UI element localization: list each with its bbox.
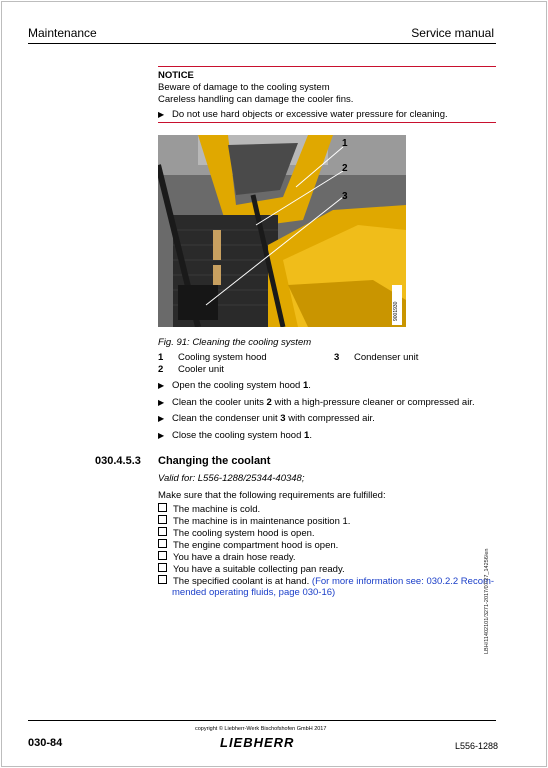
checkbox-icon	[158, 527, 167, 536]
legend-label-1: Cooling system hood	[178, 352, 267, 363]
cooling-system-photo	[158, 135, 406, 327]
step-text-end: with compressed air.	[285, 413, 375, 424]
requirement-item	[158, 527, 315, 539]
legend-num-2	[158, 364, 163, 375]
callout-2: 2	[342, 163, 348, 174]
copyright: copyright © Liebherr-Werk Bischofshofen GmbH 2017	[195, 726, 327, 732]
step-text-end: .	[309, 430, 312, 441]
header-rule	[28, 43, 496, 44]
notice-title: NOTICE	[158, 70, 194, 81]
legend-label-2: Cooler unit	[178, 364, 224, 375]
valid-for: Valid for: L556-1288/25344-40348;	[158, 473, 305, 484]
step-ref: 2	[266, 397, 272, 408]
arrow-icon: ▶	[158, 110, 165, 119]
step-ref: 3	[280, 413, 286, 424]
requirement-text: You have a suitable collecting pan ready.	[173, 564, 345, 575]
checkbox-icon	[158, 539, 167, 548]
legend-number: 2	[158, 364, 164, 375]
requirement-text: The machine is cold.	[173, 504, 261, 515]
requirement-text: The engine compartment hood is open.	[173, 540, 339, 551]
liebherr-logo: LIEBHERR	[220, 735, 295, 750]
notice-line-1: Beware of damage to the cooling system	[158, 82, 330, 93]
step-ref: 1	[304, 430, 310, 441]
step-text: Clean the cooler units	[172, 397, 267, 408]
notice-bottom-rule	[158, 122, 496, 123]
step-3	[158, 413, 375, 424]
step-text-end: with a high-pressure cleaner or compressed air.	[271, 397, 475, 408]
header-section: Maintenance	[28, 26, 97, 40]
cross-reference-link[interactable]: (For more information see: 030.2.2 Recom-	[311, 576, 495, 587]
callout-1: 1	[342, 138, 348, 149]
requirements-intro: Make sure that the following requirements are fulfilled:	[158, 490, 386, 501]
notice-line-2: Careless handling can damage the cooler fins.	[158, 94, 354, 105]
requirement-item	[158, 551, 296, 563]
step-1	[158, 380, 311, 391]
requirement-item	[158, 539, 338, 551]
legend-number: 1	[158, 352, 164, 363]
header-doc-type: Service manual	[411, 26, 494, 40]
photo-illustration	[158, 135, 406, 327]
legend-number: 3	[334, 352, 340, 363]
legend-num-3	[334, 352, 339, 363]
requirement-item	[158, 515, 350, 527]
figure-code: 9001930	[393, 301, 399, 321]
figure-caption: Fig. 91: Cleaning the cooling system	[158, 337, 312, 348]
step-text-end: .	[308, 380, 311, 391]
requirement-text: The specified coolant is at hand.	[173, 576, 310, 587]
page-number: 030-84	[28, 737, 63, 749]
checkbox-icon	[158, 575, 167, 584]
cross-reference-link-cont[interactable]	[172, 587, 335, 598]
step-2	[158, 397, 475, 408]
checkbox-icon	[158, 563, 167, 572]
notice-top-rule	[158, 66, 496, 67]
model-code: L556-1288	[455, 741, 499, 751]
requirement-item	[158, 503, 260, 515]
legend-num-1	[158, 352, 163, 363]
arrow-icon: ▶	[158, 431, 165, 440]
notice-action	[158, 109, 448, 120]
requirement-text: The machine is in maintenance position 1.	[173, 516, 351, 527]
step-text: Open the cooling system hood	[172, 380, 303, 391]
step-4	[158, 430, 312, 441]
footer-rule	[28, 720, 496, 721]
checkbox-icon	[158, 515, 167, 524]
requirement-item	[158, 563, 345, 575]
section-title: Changing the coolant	[158, 455, 271, 467]
checkbox-icon	[158, 503, 167, 512]
requirement-item	[158, 575, 494, 587]
step-text: Close the cooling system hood	[172, 430, 305, 441]
cross-reference-link-text[interactable]: mended operating fluids, page 030-16)	[172, 587, 336, 598]
callout-3: 3	[342, 191, 348, 202]
arrow-icon: ▶	[158, 398, 165, 407]
side-document-code: LBH/11402101/3271-2017/07/27_14256/en	[484, 548, 490, 654]
notice-action-text: Do not use hard objects or excessive water pressure for cleaning.	[172, 109, 448, 120]
legend-label-3: Condenser unit	[354, 352, 419, 363]
arrow-icon: ▶	[158, 381, 165, 390]
step-text: Clean the condenser unit	[172, 413, 281, 424]
requirement-text: The cooling system hood is open.	[173, 528, 315, 539]
checkbox-icon	[158, 551, 167, 560]
step-ref: 1	[302, 380, 309, 391]
section-number: 030.4.5.3	[95, 455, 141, 467]
arrow-icon: ▶	[158, 414, 165, 423]
requirement-text: You have a drain hose ready.	[173, 552, 296, 563]
